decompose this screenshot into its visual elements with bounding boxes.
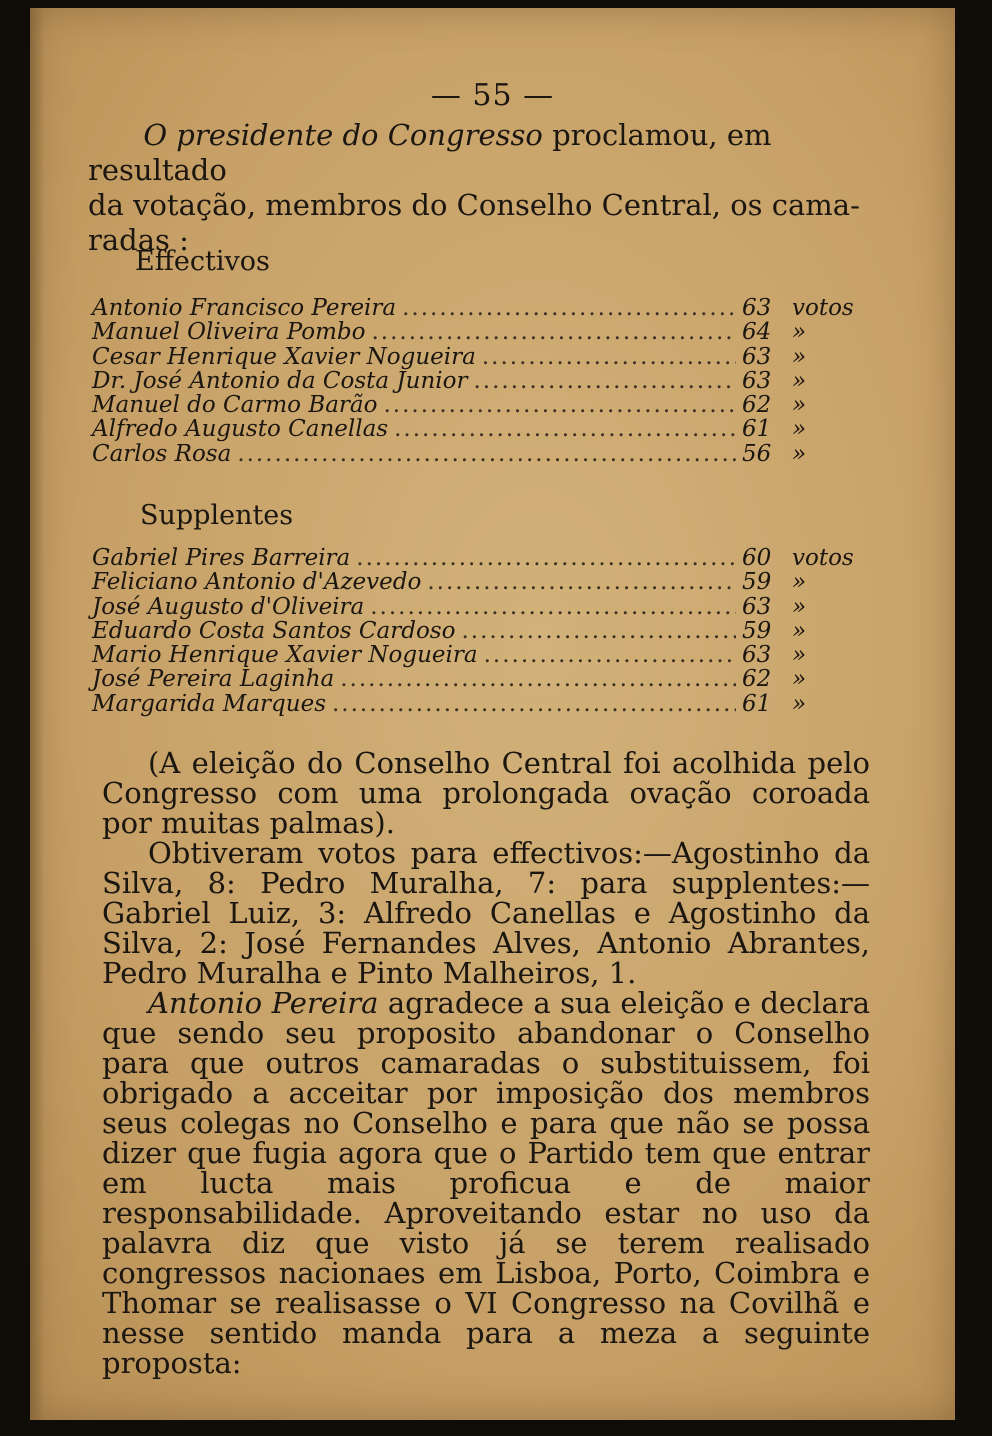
leader-dots bbox=[340, 667, 736, 691]
vote-unit: votos bbox=[792, 545, 854, 571]
ditto-mark: » bbox=[792, 343, 807, 370]
ditto-mark: » bbox=[792, 690, 807, 717]
vote-count: 63 bbox=[742, 593, 772, 620]
list-item bbox=[92, 643, 862, 667]
list-item bbox=[92, 595, 862, 619]
ditto-mark: » bbox=[792, 392, 807, 419]
intro-line-3: radas : bbox=[88, 223, 189, 257]
leader-dots bbox=[332, 692, 736, 716]
list-item bbox=[92, 369, 862, 393]
vote-count: 59 bbox=[742, 617, 772, 644]
list-item bbox=[92, 442, 862, 466]
paragraph-other-votes: Obtiveram votos para effectivos:—Agostinho da Silva, 8: Pedro Muralha, 7: para supplentes:— Gabriel Luiz, 3: Alfredo Canellas e Agostinho da Silva, 2: José Fernandes Alves, Antonio Abrantes, Pedro Muralha e Pinto Malheiros, 1. bbox=[102, 836, 870, 990]
list-item bbox=[92, 320, 862, 344]
member-name: Feliciano Antonio d'Azevedo bbox=[92, 569, 422, 596]
member-name: Mario Henrique Xavier Nogueira bbox=[92, 642, 478, 669]
ditto-mark: » bbox=[792, 319, 807, 346]
leader-dots bbox=[384, 393, 737, 417]
intro-line-1-rest: proclamou, em resultado bbox=[88, 118, 772, 187]
speaker-name: Antonio Pereira bbox=[148, 986, 379, 1020]
list-item bbox=[92, 345, 862, 369]
ditto-mark: » bbox=[792, 617, 807, 644]
leader-dots bbox=[427, 570, 736, 594]
vote-count: 63 bbox=[742, 295, 772, 321]
leader-dots bbox=[237, 442, 736, 466]
ditto-mark: » bbox=[792, 367, 807, 394]
vote-count: 61 bbox=[742, 416, 772, 443]
member-name: Manuel Oliveira Pombo bbox=[92, 319, 366, 346]
vote-unit: votos bbox=[792, 295, 854, 321]
vote-count: 62 bbox=[742, 392, 772, 419]
page-fold-shadow bbox=[30, 8, 44, 1420]
vote-count: 59 bbox=[742, 569, 772, 596]
leader-dots bbox=[370, 595, 736, 619]
list-item bbox=[92, 667, 862, 691]
vote-count: 64 bbox=[742, 319, 772, 346]
vote-count: 63 bbox=[742, 642, 772, 669]
ditto-mark: » bbox=[792, 416, 807, 443]
list-item bbox=[92, 619, 862, 643]
page-number: — 55 — bbox=[430, 78, 555, 113]
body-text bbox=[102, 748, 870, 1378]
vote-count: 63 bbox=[742, 367, 772, 394]
member-name: Gabriel Pires Barreira bbox=[92, 545, 351, 571]
vote-count: 62 bbox=[742, 666, 772, 693]
list-item bbox=[92, 393, 862, 417]
book-page bbox=[30, 8, 955, 1420]
member-name: Margarida Marques bbox=[92, 690, 326, 717]
intro-line-1 bbox=[88, 118, 868, 188]
effectivos-heading: Effectivos bbox=[135, 246, 270, 277]
supplentes-list bbox=[92, 546, 862, 716]
intro-paragraph bbox=[88, 118, 868, 258]
intro-italic: O presidente do Congresso bbox=[143, 118, 543, 152]
paragraph-speech bbox=[102, 988, 870, 1378]
leader-dots bbox=[394, 417, 736, 441]
vote-count: 63 bbox=[742, 343, 772, 370]
ditto-mark: » bbox=[792, 642, 807, 669]
member-name: Cesar Henrique Xavier Nogueira bbox=[92, 343, 476, 370]
effectivos-list bbox=[92, 296, 862, 466]
intro-line-2: da votação, membros do Conselho Central, os cama- bbox=[88, 188, 860, 222]
leader-dots bbox=[473, 369, 736, 393]
list-item bbox=[92, 570, 862, 594]
list-item bbox=[92, 296, 862, 320]
ditto-mark: » bbox=[792, 666, 807, 693]
member-name: José Pereira Laginha bbox=[92, 666, 335, 693]
list-item bbox=[92, 692, 862, 716]
leader-dots bbox=[402, 296, 736, 320]
speech-text: agradece a sua eleição e declara que sendo seu proposito abandonar o Conselho para que outros camaradas o substituissem, foi obrigado a acceitar por imposição dos membros seus colegas no Conselho e para que não se possa dizer que fugia agora que o Partido tem que entrar em lucta mais proficua e de maior responsabilidade. Aproveitando estar no uso da palavra diz que visto já se terem realisado congressos nacionaes em Lisboa, Porto, Coimbra e Thomar se realisasse o VI Congresso na Covilhã e nesse sentido manda para a meza a seguinte proposta: bbox=[102, 986, 871, 1380]
leader-dots bbox=[461, 619, 736, 643]
list-item bbox=[92, 546, 862, 570]
leader-dots bbox=[356, 546, 736, 570]
member-name: Manuel do Carmo Barão bbox=[92, 392, 378, 419]
leader-dots bbox=[482, 345, 736, 369]
list-item bbox=[92, 417, 862, 441]
ditto-mark: » bbox=[792, 440, 807, 467]
leader-dots bbox=[371, 320, 736, 344]
vote-count: 60 bbox=[742, 545, 772, 571]
vote-count: 56 bbox=[742, 440, 772, 467]
paragraph-ovation: (A eleição do Conselho Central foi acolhida pelo Congresso com uma prolongada ovação coroada por muitas palmas). bbox=[102, 746, 870, 840]
supplentes-heading: Supplentes bbox=[140, 500, 294, 531]
ditto-mark: » bbox=[792, 569, 807, 596]
member-name: Eduardo Costa Santos Cardoso bbox=[92, 617, 456, 644]
member-name: José Augusto d'Oliveira bbox=[92, 593, 365, 620]
member-name: Carlos Rosa bbox=[92, 440, 232, 467]
vote-count: 61 bbox=[742, 690, 772, 717]
member-name: Antonio Francisco Pereira bbox=[92, 295, 397, 321]
member-name: Alfredo Augusto Canellas bbox=[92, 416, 389, 443]
leader-dots bbox=[484, 643, 736, 667]
member-name: Dr. José Antonio da Costa Junior bbox=[92, 367, 468, 394]
ditto-mark: » bbox=[792, 593, 807, 620]
